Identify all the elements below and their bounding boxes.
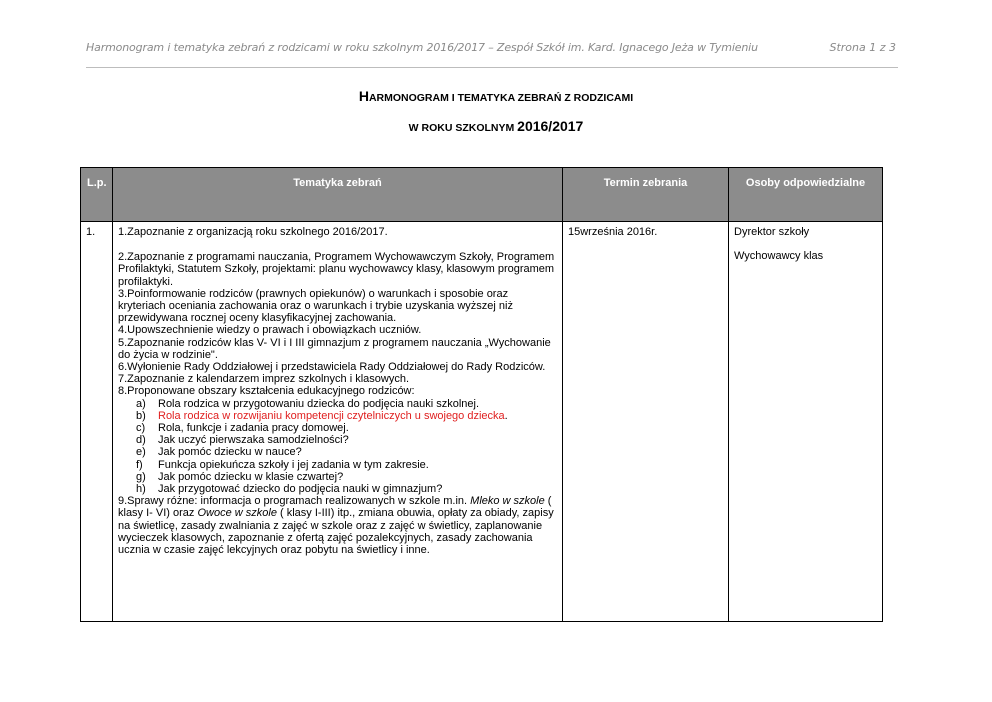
table-row [81, 222, 883, 622]
topic-item-7: 7.Zapoznanie z kalendarzem imprez szkolnych i klasowych. [118, 373, 410, 386]
education-areas-list [118, 398, 558, 496]
list-item: g) Jak pomóc dziecku w klasie czwartej? [136, 470, 344, 483]
list-item: a) Rola rodzica w przygotowaniu dziecka do podjęcia nauki szkolnej. [136, 397, 480, 410]
title-year: 2016/2017 [517, 118, 584, 134]
running-header-title: Harmonogram i tematyka zebrań z rodzicami w roku szkolnym 2016/2017 – Zespół Szkół im. Kard. Ignacego Jeża w Tymieniu [86, 41, 758, 54]
topic-item-3: 3.Poinformowanie rodziców (prawnych opiekunów) o warunkach i sposobie oraz kryteriach oceniania zachowania oraz o warunkach i trybie uzyskania wyższej niż przewidywana rocznej oceny klasyfikacyjnej zachowania. [118, 287, 513, 325]
topic-item-6: 6.Wyłonienie Rady Oddziałowej i przedstawiciela Rady Oddziałowej do Rady Rodziców. [118, 361, 546, 374]
header-divider [86, 67, 898, 68]
title-rest: ARMONOGRAM I TEMATYKA ZEBRAŃ Z RODZICAMI [368, 92, 634, 104]
schedule-table [80, 167, 883, 622]
running-header [86, 41, 896, 57]
row-date [563, 222, 729, 622]
list-item: d) Jak uczyć pierwszaka samodzielności? [136, 434, 349, 447]
header-lp: L.p. [81, 168, 113, 222]
document-title-line1 [0, 88, 992, 104]
header-responsible: Osoby odpowiedzialne [729, 168, 883, 222]
title-line2-text: W ROKU SZKOLNYM [408, 122, 518, 134]
list-item: h) Jak przygotować dziecko do podjęcia nauki w gimnazjum? [136, 483, 443, 496]
list-item: f) Funkcja opiekuńcza szkoły i jej zadania w tym zakresie. [136, 458, 429, 471]
topic-item-4: 4.Upowszechnienie wiedzy o prawach i obowiązkach uczniów. [118, 324, 422, 337]
header-date: Termin zebrania [563, 168, 729, 222]
list-item: e) Jak pomóc dziecku w nauce? [136, 446, 302, 459]
topic-item-9: 9.Sprawy różne: informacja o programach realizowanych w szkole m.in. Mleko w szkole ( klasy I- VI) oraz Owoce w szkole ( klasy I-III) itp., zmiana obuwia, opłaty za obiady, zapisy na świetlicę, zasady zwalniania z zajęć w szkole oraz z zajęć w świetlicy, zaplanowanie wycieczek klasowych, zapoznanie z ofertą zajęć pozalekcyjnych, zasady zachowania ucznia w czasie zajęć lekcyjnych oraz pobytu na świetlicy i inne. [118, 495, 554, 557]
highlighted-text: Rola rodzica w rozwijaniu kompetencji czytelniczych u swojego dziecka [158, 409, 505, 422]
responsible-person: Wychowawcy klas [734, 250, 824, 263]
row-topics [113, 222, 563, 622]
header-topics: Tematyka zebrań [113, 168, 563, 222]
topic-item-2: 2.Zapoznanie z programami nauczania, Programem Wychowawczym Szkoły, Programem Profilaktyki, Statutem Szkoły, projektami: planu wychowawcy klasy, klasowym programem profilaktyki. [118, 251, 555, 288]
topic-item-5: 5.Zapoznanie rodziców klas V- VI i I III gimnazjum z programem nauczania „Wychowanie do życia w rodzinie". [118, 336, 551, 361]
topic-item-8: 8.Proponowane obszary kształcenia edukacyjnego rodziców: [118, 385, 415, 398]
row-number: 1. [81, 222, 113, 622]
responsible-person: Dyrektor szkoły [734, 226, 810, 238]
row-responsible [729, 222, 883, 622]
topic-item-1: 1.Zapoznanie z organizacją roku szkolnego 2016/2017. [118, 226, 388, 238]
list-item: c) Rola, funkcje i zadania pracy domowej. [136, 422, 349, 435]
page-indicator: Strona 1 z 3 [829, 41, 896, 54]
title-initial: H [358, 88, 369, 104]
meeting-date: 15września 2016r. [568, 226, 658, 238]
document-title-line2 [0, 118, 992, 134]
list-item-highlighted: b) Rola rodzica w rozwijaniu kompetencji czytelniczych u swojego dziecka. [136, 409, 508, 422]
table-header-row [81, 168, 883, 222]
